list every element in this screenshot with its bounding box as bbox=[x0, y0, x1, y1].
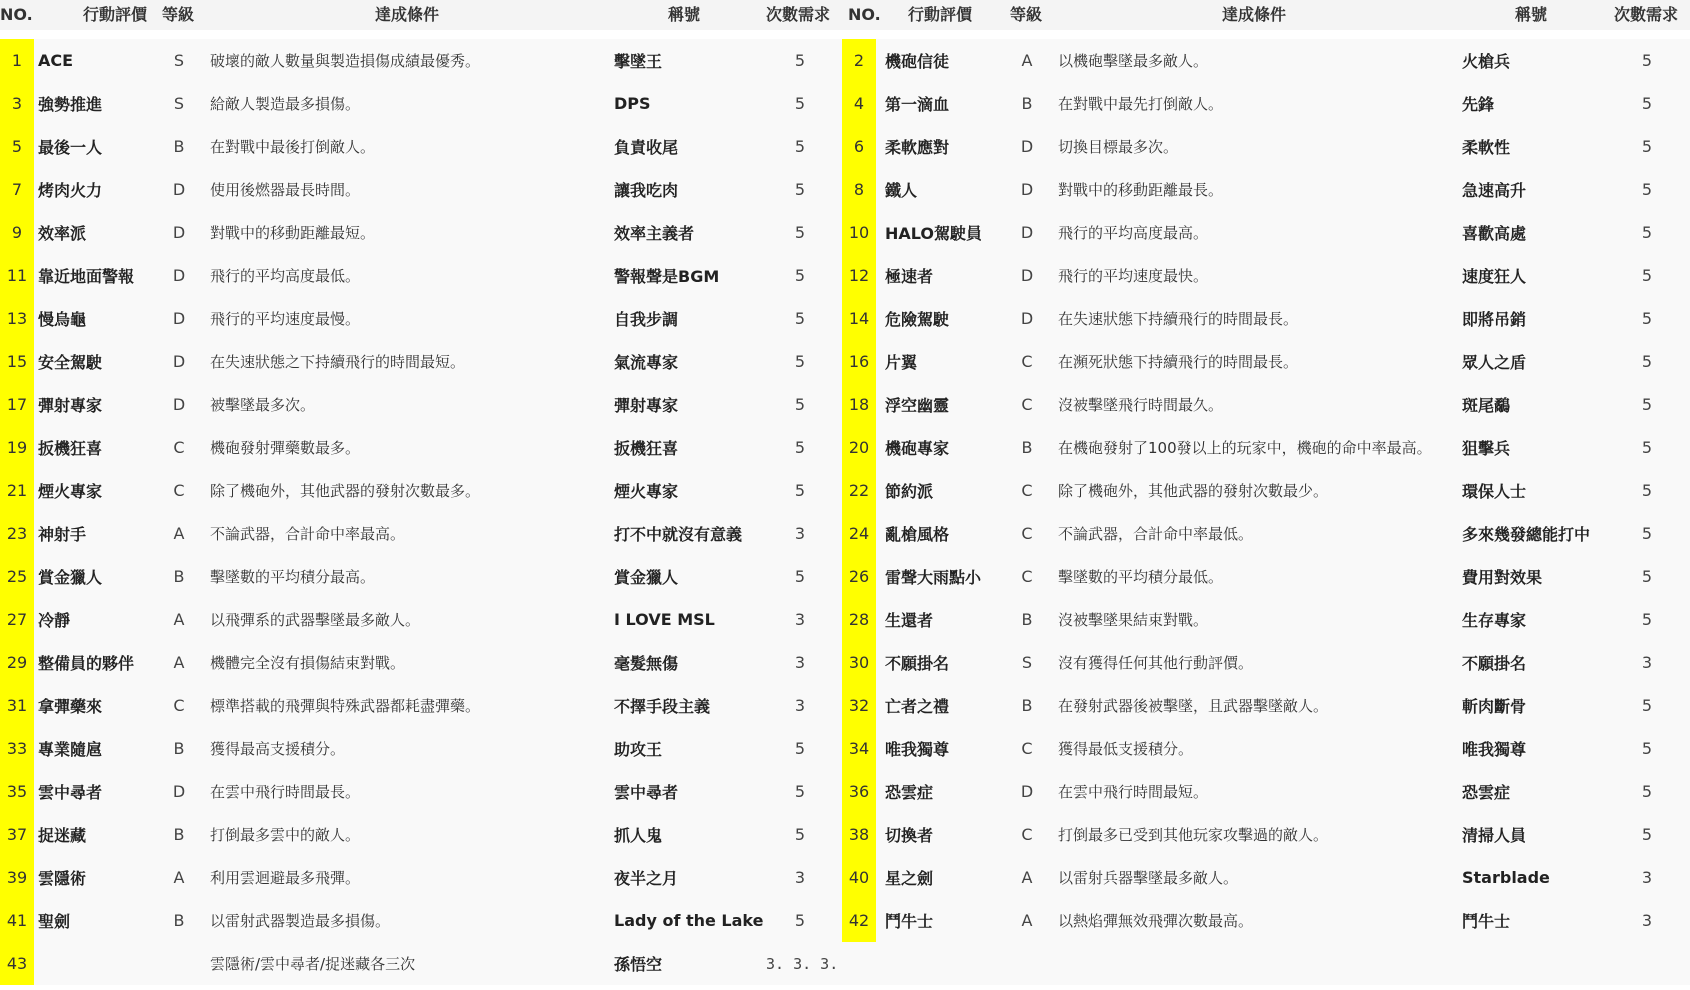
left-title-cell: 煙火專家 bbox=[614, 482, 679, 501]
right-condition-cell: 在發射武器後被擊墜，且武器擊墜敵人。 bbox=[1058, 697, 1329, 715]
left-evaluation-cell: 雲隱術 bbox=[38, 869, 87, 888]
left-evaluation-cell: 神射手 bbox=[38, 525, 87, 544]
last-count-cell: 3. 3. 3. bbox=[766, 954, 839, 973]
right-title-cell: 狙擊兵 bbox=[1462, 439, 1511, 458]
left-grade-cell: A bbox=[173, 653, 185, 672]
right-condition-cell: 獲得最低支援積分。 bbox=[1058, 740, 1194, 758]
left-count-cell: 5 bbox=[794, 911, 806, 930]
left-condition-cell: 利用雲迴避最多飛彈。 bbox=[210, 869, 361, 887]
header-title-left: 稱號 bbox=[668, 5, 701, 24]
right-evaluation-cell: 不願掛名 bbox=[885, 654, 950, 673]
right-count-cell: 5 bbox=[1641, 137, 1653, 156]
left-count-cell: 3 bbox=[794, 524, 806, 543]
left-count-cell: 5 bbox=[794, 438, 806, 457]
left-grade-cell: D bbox=[172, 266, 186, 285]
left-no-cell: 3 bbox=[0, 82, 34, 125]
right-grade-cell: D bbox=[1020, 223, 1034, 242]
last-title-cell: 孫悟空 bbox=[614, 955, 663, 974]
left-count-cell: 5 bbox=[794, 739, 806, 758]
left-no-cell: 9 bbox=[0, 211, 34, 254]
right-grade-cell: D bbox=[1020, 180, 1034, 199]
left-evaluation-cell: 彈射專家 bbox=[38, 396, 103, 415]
right-count-cell: 3 bbox=[1641, 911, 1653, 930]
right-evaluation-cell: 恐雲症 bbox=[885, 783, 934, 802]
left-title-cell: 扳機狂喜 bbox=[614, 439, 679, 458]
right-title-cell: 急速高升 bbox=[1462, 181, 1527, 200]
left-condition-cell: 打倒最多雲中的敵人。 bbox=[210, 826, 361, 844]
right-evaluation-cell: 鬥牛士 bbox=[885, 912, 934, 931]
left-grade-cell: A bbox=[173, 524, 185, 543]
header-grade-left: 等級 bbox=[162, 5, 195, 24]
right-count-cell: 5 bbox=[1641, 94, 1653, 113]
left-evaluation-cell: 整備員的夥伴 bbox=[38, 654, 135, 673]
table-row bbox=[0, 297, 1690, 340]
right-grade-cell: A bbox=[1021, 51, 1033, 70]
right-condition-cell: 以機砲擊墜最多敵人。 bbox=[1058, 52, 1209, 70]
left-title-cell: DPS bbox=[614, 94, 651, 113]
left-grade-cell: D bbox=[172, 352, 186, 371]
left-condition-cell: 破壞的敵人數量與製造損傷成績最優秀。 bbox=[210, 52, 481, 70]
header-grade-right: 等級 bbox=[1010, 5, 1043, 24]
right-no-cell: 24 bbox=[842, 512, 876, 555]
right-no-cell: 16 bbox=[842, 340, 876, 383]
right-title-cell: 先鋒 bbox=[1462, 95, 1495, 114]
left-grade-cell: A bbox=[173, 868, 185, 887]
right-evaluation-cell: 星之劍 bbox=[885, 869, 934, 888]
right-title-cell: 恐雲症 bbox=[1462, 783, 1511, 802]
left-evaluation-cell: ACE bbox=[38, 51, 74, 70]
left-count-cell: 5 bbox=[794, 395, 806, 414]
left-title-cell: 自我步調 bbox=[614, 310, 679, 329]
right-evaluation-cell: 亂槍風格 bbox=[885, 525, 950, 544]
left-title-cell: 擊墜王 bbox=[614, 52, 663, 71]
right-no-cell: 8 bbox=[842, 168, 876, 211]
left-no-cell: 1 bbox=[0, 39, 34, 82]
right-count-cell: 5 bbox=[1641, 51, 1653, 70]
left-evaluation-cell: 冷靜 bbox=[38, 611, 71, 630]
left-evaluation-cell: 專業隨扈 bbox=[38, 740, 103, 759]
right-no-cell: 42 bbox=[842, 899, 876, 942]
table-row bbox=[0, 598, 1690, 641]
left-condition-cell: 飛行的平均高度最低。 bbox=[210, 267, 361, 285]
right-no-cell: 18 bbox=[842, 383, 876, 426]
table-row bbox=[0, 82, 1690, 125]
right-count-cell: 5 bbox=[1641, 266, 1653, 285]
left-evaluation-cell: 烤肉火力 bbox=[38, 181, 103, 200]
right-grade-cell: D bbox=[1020, 137, 1034, 156]
left-evaluation-cell: 煙火專家 bbox=[38, 482, 103, 501]
table-row bbox=[0, 555, 1690, 598]
right-evaluation-cell: 生還者 bbox=[885, 611, 934, 630]
left-condition-cell: 在雲中飛行時間最長。 bbox=[210, 783, 361, 801]
left-no-cell: 35 bbox=[0, 770, 34, 813]
left-grade-cell: D bbox=[172, 180, 186, 199]
left-count-cell: 3 bbox=[794, 868, 806, 887]
right-title-cell: 環保人士 bbox=[1462, 482, 1527, 501]
right-grade-cell: C bbox=[1021, 825, 1033, 844]
left-evaluation-cell: 靠近地面警報 bbox=[38, 267, 135, 286]
left-condition-cell: 以雷射武器製造最多損傷。 bbox=[210, 912, 391, 930]
right-title-cell: 斬肉斷骨 bbox=[1462, 697, 1527, 716]
right-no-cell: 40 bbox=[842, 856, 876, 899]
left-condition-cell: 在對戰中最後打倒敵人。 bbox=[210, 138, 376, 156]
left-condition-cell: 機砲發射彈藥數最多。 bbox=[210, 439, 361, 457]
right-title-cell: 費用對效果 bbox=[1462, 568, 1543, 587]
left-evaluation-cell: 雲中尋者 bbox=[38, 783, 103, 802]
left-grade-cell: B bbox=[173, 739, 185, 758]
left-grade-cell: D bbox=[172, 309, 186, 328]
right-condition-cell: 在機砲發射了100發以上的玩家中，機砲的命中率最高。 bbox=[1058, 439, 1432, 457]
left-evaluation-cell: 最後一人 bbox=[38, 138, 103, 157]
right-count-cell: 3 bbox=[1641, 653, 1653, 672]
left-title-cell: 助攻王 bbox=[614, 740, 663, 759]
right-count-cell: 5 bbox=[1641, 524, 1653, 543]
left-count-cell: 5 bbox=[794, 180, 806, 199]
left-title-cell: 不擇手段主義 bbox=[614, 697, 711, 716]
right-condition-cell: 擊墜數的平均積分最低。 bbox=[1058, 568, 1224, 586]
left-condition-cell: 標準搭載的飛彈與特殊武器都耗盡彈藥。 bbox=[210, 697, 481, 715]
header-count-left: 次數需求 bbox=[766, 5, 831, 24]
last-no-cell: 43 bbox=[0, 942, 34, 985]
right-condition-cell: 在對戰中最先打倒敵人。 bbox=[1058, 95, 1224, 113]
right-no-cell: 10 bbox=[842, 211, 876, 254]
right-count-cell: 5 bbox=[1641, 223, 1653, 242]
left-grade-cell: B bbox=[173, 137, 185, 156]
right-condition-cell: 飛行的平均速度最快。 bbox=[1058, 267, 1209, 285]
right-title-cell: 速度狂人 bbox=[1462, 267, 1527, 286]
right-evaluation-cell: 機砲專家 bbox=[885, 439, 950, 458]
left-evaluation-cell: 安全駕駛 bbox=[38, 353, 103, 372]
right-evaluation-cell: 雷聲大雨點小 bbox=[885, 568, 982, 587]
right-condition-cell: 沒被擊墜果結束對戰。 bbox=[1058, 611, 1209, 629]
left-title-cell: 賞金獵人 bbox=[614, 568, 679, 587]
right-count-cell: 5 bbox=[1641, 438, 1653, 457]
right-count-cell: 5 bbox=[1641, 481, 1653, 500]
header-condition-right: 達成條件 bbox=[1222, 5, 1287, 24]
left-evaluation-cell: 扳機狂喜 bbox=[38, 439, 103, 458]
right-no-cell: 6 bbox=[842, 125, 876, 168]
right-title-cell: 即將吊銷 bbox=[1462, 310, 1527, 329]
left-evaluation-cell: 捉迷藏 bbox=[38, 826, 87, 845]
table-row-last bbox=[0, 942, 1690, 985]
right-no-cell: 30 bbox=[842, 641, 876, 684]
right-grade-cell: B bbox=[1021, 610, 1033, 629]
right-no-cell: 26 bbox=[842, 555, 876, 598]
table-row bbox=[0, 168, 1690, 211]
right-evaluation-cell: 極速者 bbox=[885, 267, 934, 286]
table-row bbox=[0, 641, 1690, 684]
right-count-cell: 5 bbox=[1641, 782, 1653, 801]
header-evaluation-right: 行動評價 bbox=[908, 5, 973, 24]
left-count-cell: 5 bbox=[794, 223, 806, 242]
left-count-cell: 3 bbox=[794, 653, 806, 672]
right-title-cell: 生存專家 bbox=[1462, 611, 1527, 630]
right-grade-cell: S bbox=[1021, 653, 1033, 672]
header-count-right: 次數需求 bbox=[1614, 5, 1679, 24]
right-condition-cell: 以雷射兵器擊墜最多敵人。 bbox=[1058, 869, 1239, 887]
left-evaluation-cell: 聖劍 bbox=[38, 912, 71, 931]
right-evaluation-cell: 切換者 bbox=[885, 826, 934, 845]
left-count-cell: 5 bbox=[794, 137, 806, 156]
right-title-cell: 不願掛名 bbox=[1462, 654, 1527, 673]
table-row bbox=[0, 383, 1690, 426]
right-count-cell: 5 bbox=[1641, 180, 1653, 199]
right-evaluation-cell: 亡者之禮 bbox=[885, 697, 950, 716]
right-title-cell: 鬥牛士 bbox=[1462, 912, 1511, 931]
left-title-cell: Lady of the Lake bbox=[614, 911, 764, 930]
right-condition-cell: 不論武器，合計命中率最低。 bbox=[1058, 525, 1254, 543]
left-title-cell: 毫髮無傷 bbox=[614, 654, 679, 673]
left-condition-cell: 使用後燃器最長時間。 bbox=[210, 181, 361, 199]
left-grade-cell: D bbox=[172, 223, 186, 242]
left-evaluation-cell: 慢烏龜 bbox=[38, 310, 87, 329]
left-grade-cell: C bbox=[173, 696, 185, 715]
left-no-cell: 25 bbox=[0, 555, 34, 598]
right-condition-cell: 沒有獲得任何其他行動評價。 bbox=[1058, 654, 1254, 672]
right-no-cell: 36 bbox=[842, 770, 876, 813]
right-no-cell: 4 bbox=[842, 82, 876, 125]
left-title-cell: 效率主義者 bbox=[614, 224, 695, 243]
left-no-cell: 33 bbox=[0, 727, 34, 770]
right-no-cell: 34 bbox=[842, 727, 876, 770]
right-condition-cell: 以熱焰彈無效飛彈次數最高。 bbox=[1058, 912, 1254, 930]
right-no-cell: 38 bbox=[842, 813, 876, 856]
left-evaluation-cell: 效率派 bbox=[38, 224, 87, 243]
header-no-left: NO. bbox=[0, 5, 33, 24]
right-evaluation-cell: 浮空幽靈 bbox=[885, 396, 950, 415]
right-count-cell: 5 bbox=[1641, 696, 1653, 715]
right-no-cell: 32 bbox=[842, 684, 876, 727]
right-condition-cell: 在瀕死狀態下持續飛行的時間最長。 bbox=[1058, 353, 1299, 371]
left-no-cell: 5 bbox=[0, 125, 34, 168]
table-row bbox=[0, 813, 1690, 856]
right-title-cell: Starblade bbox=[1462, 868, 1550, 887]
right-condition-cell: 在雲中飛行時間最短。 bbox=[1058, 783, 1209, 801]
right-count-cell: 5 bbox=[1641, 352, 1653, 371]
right-grade-cell: B bbox=[1021, 696, 1033, 715]
left-no-cell: 27 bbox=[0, 598, 34, 641]
last-condition-cell: 雲隱術/雲中尋者/捉迷藏各三次 bbox=[210, 955, 416, 973]
header-title-right: 稱號 bbox=[1515, 5, 1548, 24]
left-evaluation-cell: 賞金獵人 bbox=[38, 568, 103, 587]
right-condition-cell: 除了機砲外，其他武器的發射次數最少。 bbox=[1058, 482, 1329, 500]
left-no-cell: 29 bbox=[0, 641, 34, 684]
right-title-cell: 火槍兵 bbox=[1462, 52, 1511, 71]
table-row bbox=[0, 856, 1690, 899]
right-evaluation-cell: 第一滴血 bbox=[885, 95, 950, 114]
left-title-cell: 夜半之月 bbox=[614, 869, 679, 888]
left-grade-cell: D bbox=[172, 395, 186, 414]
left-no-cell: 41 bbox=[0, 899, 34, 942]
right-count-cell: 5 bbox=[1641, 395, 1653, 414]
left-count-cell: 5 bbox=[794, 825, 806, 844]
left-no-cell: 19 bbox=[0, 426, 34, 469]
table-row bbox=[0, 512, 1690, 555]
right-condition-cell: 在失速狀態下持續飛行的時間最長。 bbox=[1058, 310, 1299, 328]
right-grade-cell: C bbox=[1021, 739, 1033, 758]
left-count-cell: 3 bbox=[794, 610, 806, 629]
left-no-cell: 23 bbox=[0, 512, 34, 555]
right-count-cell: 5 bbox=[1641, 739, 1653, 758]
left-count-cell: 5 bbox=[794, 309, 806, 328]
left-grade-cell: S bbox=[173, 51, 185, 70]
left-no-cell: 17 bbox=[0, 383, 34, 426]
right-evaluation-cell: 節約派 bbox=[885, 482, 934, 501]
left-condition-cell: 機體完全沒有損傷結束對戰。 bbox=[210, 654, 406, 672]
right-evaluation-cell: 機砲信徒 bbox=[885, 52, 950, 71]
left-title-cell: 打不中就沒有意義 bbox=[614, 525, 743, 544]
right-grade-cell: C bbox=[1021, 481, 1033, 500]
left-condition-cell: 獲得最高支援積分。 bbox=[210, 740, 346, 758]
left-title-cell: 負責收尾 bbox=[614, 138, 679, 157]
right-evaluation-cell: 柔軟應對 bbox=[885, 138, 950, 157]
left-count-cell: 5 bbox=[794, 782, 806, 801]
right-no-cell: 28 bbox=[842, 598, 876, 641]
table-header bbox=[0, 0, 1690, 30]
table-row bbox=[0, 684, 1690, 727]
table-row bbox=[0, 469, 1690, 512]
right-count-cell: 5 bbox=[1641, 610, 1653, 629]
left-grade-cell: D bbox=[172, 782, 186, 801]
table-row bbox=[0, 211, 1690, 254]
left-no-cell: 21 bbox=[0, 469, 34, 512]
left-title-cell: I LOVE MSL bbox=[614, 610, 715, 629]
header-evaluation-left: 行動評價 bbox=[83, 5, 148, 24]
right-grade-cell: D bbox=[1020, 309, 1034, 328]
right-no-cell: 14 bbox=[842, 297, 876, 340]
left-grade-cell: B bbox=[173, 825, 185, 844]
right-title-cell: 清掃人員 bbox=[1462, 826, 1527, 845]
right-evaluation-cell: 危險駕駛 bbox=[885, 310, 950, 329]
right-grade-cell: C bbox=[1021, 352, 1033, 371]
left-title-cell: 雲中尋者 bbox=[614, 783, 679, 802]
table-row bbox=[0, 770, 1690, 813]
left-count-cell: 5 bbox=[794, 266, 806, 285]
left-grade-cell: B bbox=[173, 911, 185, 930]
right-grade-cell: B bbox=[1021, 438, 1033, 457]
right-title-cell: 眾人之盾 bbox=[1462, 353, 1527, 372]
left-title-cell: 讓我吃肉 bbox=[614, 181, 679, 200]
left-no-cell: 11 bbox=[0, 254, 34, 297]
right-count-cell: 5 bbox=[1641, 825, 1653, 844]
right-grade-cell: C bbox=[1021, 567, 1033, 586]
left-count-cell: 5 bbox=[794, 51, 806, 70]
left-count-cell: 3 bbox=[794, 696, 806, 715]
right-grade-cell: D bbox=[1020, 782, 1034, 801]
right-title-cell: 喜歡高處 bbox=[1462, 224, 1527, 243]
right-no-cell: 12 bbox=[842, 254, 876, 297]
left-evaluation-cell: 拿彈藥來 bbox=[38, 697, 103, 716]
left-no-cell: 37 bbox=[0, 813, 34, 856]
right-grade-cell: B bbox=[1021, 94, 1033, 113]
right-title-cell: 柔軟性 bbox=[1462, 138, 1511, 157]
left-count-cell: 5 bbox=[794, 481, 806, 500]
left-grade-cell: B bbox=[173, 567, 185, 586]
right-count-cell: 5 bbox=[1641, 567, 1653, 586]
right-evaluation-cell: 唯我獨尊 bbox=[885, 740, 950, 759]
right-condition-cell: 打倒最多已受到其他玩家攻擊過的敵人。 bbox=[1058, 826, 1329, 844]
left-no-cell: 13 bbox=[0, 297, 34, 340]
left-condition-cell: 除了機砲外，其他武器的發射次數最多。 bbox=[210, 482, 481, 500]
right-title-cell: 多來幾發總能打中 bbox=[1462, 525, 1591, 544]
table-row bbox=[0, 39, 1690, 82]
right-grade-cell: C bbox=[1021, 524, 1033, 543]
left-condition-cell: 對戰中的移動距離最短。 bbox=[210, 224, 376, 242]
left-count-cell: 5 bbox=[794, 352, 806, 371]
header-condition-left: 達成條件 bbox=[375, 5, 440, 24]
right-no-cell: 2 bbox=[842, 39, 876, 82]
right-grade-cell: C bbox=[1021, 395, 1033, 414]
left-title-cell: 警報聲是BGM bbox=[614, 267, 720, 286]
right-grade-cell: A bbox=[1021, 868, 1033, 887]
right-condition-cell: 沒被擊墜飛行時間最久。 bbox=[1058, 396, 1224, 414]
left-title-cell: 氣流專家 bbox=[614, 353, 679, 372]
left-condition-cell: 不論武器，合計命中率最高。 bbox=[210, 525, 406, 543]
right-count-cell: 5 bbox=[1641, 309, 1653, 328]
left-no-cell: 31 bbox=[0, 684, 34, 727]
right-condition-cell: 切換目標最多次。 bbox=[1058, 138, 1179, 156]
right-grade-cell: A bbox=[1021, 911, 1033, 930]
left-grade-cell: C bbox=[173, 481, 185, 500]
table-row bbox=[0, 340, 1690, 383]
right-condition-cell: 對戰中的移動距離最長。 bbox=[1058, 181, 1224, 199]
left-condition-cell: 以飛彈系的武器擊墜最多敵人。 bbox=[210, 611, 421, 629]
left-count-cell: 5 bbox=[794, 94, 806, 113]
right-title-cell: 斑尾鷸 bbox=[1462, 396, 1511, 415]
table-row bbox=[0, 426, 1690, 469]
header-no-right: NO. bbox=[848, 5, 881, 24]
right-grade-cell: D bbox=[1020, 266, 1034, 285]
right-count-cell: 3 bbox=[1641, 868, 1653, 887]
left-no-cell: 39 bbox=[0, 856, 34, 899]
left-title-cell: 抓人鬼 bbox=[614, 826, 663, 845]
left-condition-cell: 在失速狀態之下持續飛行的時間最短。 bbox=[210, 353, 466, 371]
table-row bbox=[0, 899, 1690, 942]
left-grade-cell: S bbox=[173, 94, 185, 113]
left-count-cell: 5 bbox=[794, 567, 806, 586]
table-row bbox=[0, 727, 1690, 770]
right-evaluation-cell: HALO駕駛員 bbox=[885, 224, 983, 243]
table-row bbox=[0, 254, 1690, 297]
left-no-cell: 15 bbox=[0, 340, 34, 383]
right-title-cell: 唯我獨尊 bbox=[1462, 740, 1527, 759]
right-evaluation-cell: 片翼 bbox=[885, 353, 918, 372]
left-condition-cell: 擊墜數的平均積分最高。 bbox=[210, 568, 376, 586]
left-grade-cell: C bbox=[173, 438, 185, 457]
right-evaluation-cell: 鐵人 bbox=[885, 181, 918, 200]
right-condition-cell: 飛行的平均高度最高。 bbox=[1058, 224, 1209, 242]
left-condition-cell: 被擊墜最多次。 bbox=[210, 396, 316, 414]
left-condition-cell: 給敵人製造最多損傷。 bbox=[210, 95, 361, 113]
table-row bbox=[0, 125, 1690, 168]
left-title-cell: 彈射專家 bbox=[614, 396, 679, 415]
right-no-cell: 20 bbox=[842, 426, 876, 469]
left-condition-cell: 飛行的平均速度最慢。 bbox=[210, 310, 361, 328]
left-grade-cell: A bbox=[173, 610, 185, 629]
left-evaluation-cell: 強勢推進 bbox=[38, 95, 103, 114]
right-no-cell: 22 bbox=[842, 469, 876, 512]
left-no-cell: 7 bbox=[0, 168, 34, 211]
